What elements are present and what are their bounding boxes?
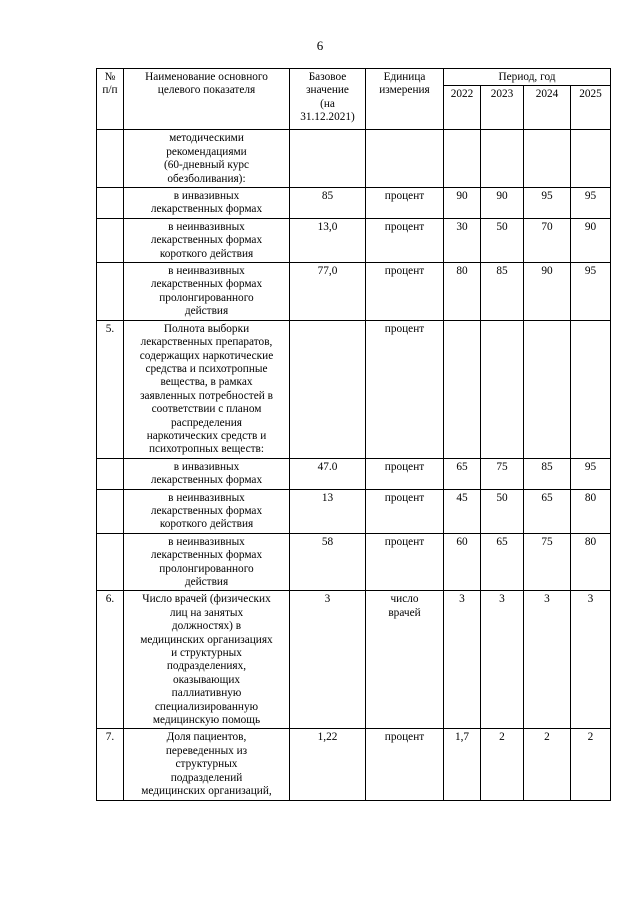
table-row	[97, 591, 611, 729]
unit-of-measure	[366, 130, 444, 188]
page-number: 6	[316, 38, 324, 53]
value-2024: 3	[524, 591, 571, 729]
row-number: 7.	[97, 729, 124, 800]
table-row	[97, 188, 611, 219]
table-row	[97, 489, 611, 533]
value-2025: 90	[571, 218, 611, 262]
base-value: 13,0	[290, 218, 366, 262]
value-2024: 70	[524, 218, 571, 262]
table-row	[97, 320, 611, 458]
indicator-name: Доля пациентов, переведенных из структурных подразделений медицинских организаций,	[124, 729, 290, 800]
value-2022: 45	[444, 489, 481, 533]
table-row	[97, 729, 611, 800]
value-2022	[444, 130, 481, 188]
unit-of-measure: процент	[366, 218, 444, 262]
value-2023	[481, 320, 524, 458]
indicator-name: Число врачей (физических лиц на занятых должностях) в медицинских организациях и структурных подразделениях, оказывающих паллиативную специализированную медицинскую помощь	[124, 591, 290, 729]
base-value	[290, 320, 366, 458]
value-2025: 80	[571, 533, 611, 591]
row-number	[97, 458, 124, 489]
header-num: № п/п	[97, 69, 124, 130]
base-value: 77,0	[290, 263, 366, 321]
unit-of-measure: процент	[366, 489, 444, 533]
header-year-2025: 2025	[571, 86, 611, 130]
value-2024: 2	[524, 729, 571, 800]
value-2023: 85	[481, 263, 524, 321]
base-value: 13	[290, 489, 366, 533]
value-2024: 85	[524, 458, 571, 489]
indicator-name: в неинвазивных лекарственных формах короткого действия	[124, 218, 290, 262]
header-name: Наименование основного целевого показателя	[124, 69, 290, 130]
value-2025	[571, 130, 611, 188]
indicator-name: Полнота выборки лекарственных препаратов, содержащих наркотические средства и психотропные вещества, в рамках заявленных потребностей в соответствии с планом распределения наркотических средств и психотропных веществ:	[124, 320, 290, 458]
indicator-name: в инвазивных лекарственных формах	[124, 458, 290, 489]
value-2025: 95	[571, 188, 611, 219]
row-number	[97, 218, 124, 262]
indicator-name: в неинвазивных лекарственных формах пролонгированного действия	[124, 263, 290, 321]
value-2022	[444, 320, 481, 458]
row-number	[97, 489, 124, 533]
value-2023: 3	[481, 591, 524, 729]
value-2023: 50	[481, 489, 524, 533]
base-value: 3	[290, 591, 366, 729]
value-2023: 2	[481, 729, 524, 800]
table-row	[97, 458, 611, 489]
value-2022: 3	[444, 591, 481, 729]
unit-of-measure: число врачей	[366, 591, 444, 729]
header-year-2024: 2024	[524, 86, 571, 130]
unit-of-measure: процент	[366, 458, 444, 489]
value-2024	[524, 320, 571, 458]
value-2025: 3	[571, 591, 611, 729]
value-2024	[524, 130, 571, 188]
unit-of-measure: процент	[366, 263, 444, 321]
table-row	[97, 263, 611, 321]
value-2025: 2	[571, 729, 611, 800]
unit-of-measure: процент	[366, 729, 444, 800]
value-2022: 1,7	[444, 729, 481, 800]
value-2022: 80	[444, 263, 481, 321]
base-value: 47.0	[290, 458, 366, 489]
unit-of-measure: процент	[366, 533, 444, 591]
value-2023	[481, 130, 524, 188]
value-2022: 30	[444, 218, 481, 262]
header-base: Базовое значение (на 31.12.2021)	[290, 69, 366, 130]
value-2023: 65	[481, 533, 524, 591]
base-value: 58	[290, 533, 366, 591]
row-number: 5.	[97, 320, 124, 458]
table-row	[97, 533, 611, 591]
value-2025: 95	[571, 458, 611, 489]
value-2023: 75	[481, 458, 524, 489]
header-period: Период, год	[444, 69, 611, 86]
indicator-name: в неинвазивных лекарственных формах короткого действия	[124, 489, 290, 533]
row-number	[97, 263, 124, 321]
value-2022: 90	[444, 188, 481, 219]
value-2024: 75	[524, 533, 571, 591]
value-2025: 80	[571, 489, 611, 533]
indicator-name: в инвазивных лекарственных формах	[124, 188, 290, 219]
value-2025: 95	[571, 263, 611, 321]
value-2025	[571, 320, 611, 458]
value-2024: 90	[524, 263, 571, 321]
value-2023: 90	[481, 188, 524, 219]
table-row	[97, 218, 611, 262]
value-2024: 95	[524, 188, 571, 219]
row-number	[97, 533, 124, 591]
row-number	[97, 130, 124, 188]
value-2022: 65	[444, 458, 481, 489]
indicator-name: в неинвазивных лекарственных формах пролонгированного действия	[124, 533, 290, 591]
base-value: 1,22	[290, 729, 366, 800]
table-row	[97, 130, 611, 188]
value-2022: 60	[444, 533, 481, 591]
base-value: 85	[290, 188, 366, 219]
unit-of-measure: процент	[366, 320, 444, 458]
base-value	[290, 130, 366, 188]
indicator-name: методическими рекомендациями (60-дневный курс обезболивания):	[124, 130, 290, 188]
header-unit: Единица измерения	[366, 69, 444, 130]
header-year-2022: 2022	[444, 86, 481, 130]
value-2024: 65	[524, 489, 571, 533]
header-year-2023: 2023	[481, 86, 524, 130]
row-number: 6.	[97, 591, 124, 729]
value-2023: 50	[481, 218, 524, 262]
row-number	[97, 188, 124, 219]
unit-of-measure: процент	[366, 188, 444, 219]
indicators-table	[96, 68, 611, 801]
